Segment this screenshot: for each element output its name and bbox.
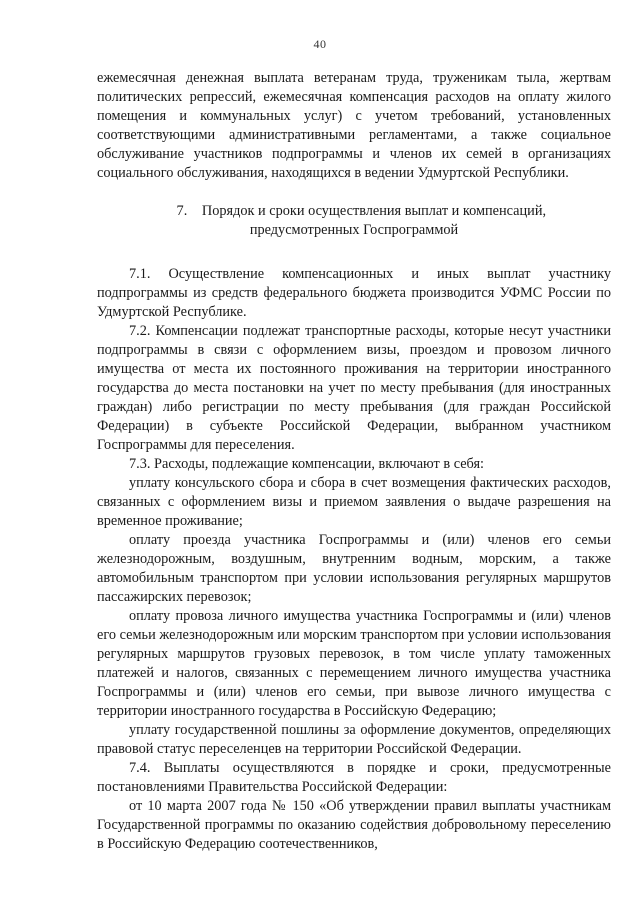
section-title-line-1 (97, 202, 611, 221)
paragraph-7-1: 7.1. Осуществление компенсационных и иных выплат участнику подпрограммы из средств федерального бюджета производится УФМС России по Удмуртской Республике. (97, 266, 611, 320)
paragraph-7-4: 7.4. Выплаты осуществляются в порядке и сроки, предусмотренные постановлениями Правительства Российской Федерации: (97, 760, 611, 795)
list-item-travel-payment: оплату проезда участника Госпрограммы и (или) членов его семьи железнодорожным, воздушным, внутренним водным, морским, а также автомобильным транспортом при условии использования регулярных маршрутов пассажирских перевозок; (97, 532, 611, 605)
paragraph-7-3: 7.3. Расходы, подлежащие компенсации, включают в себя: (129, 456, 485, 472)
list-item-property-transport: оплату провоза личного имущества участника Госпрограммы и (или) членов его семьи железнодорожным или морским транспортом при условии использования регулярных маршрутов грузовых перевозок, в том числе уплату таможенных платежей и налогов, связанных с перемещением личного имущества участника Госпрограммы и (или) членов его семьи, при вывозе личного имущества с территории иностранного государства в Российскую Федерацию; (97, 608, 611, 719)
section-title-line-2: предусмотренных Госпрограммой (249, 222, 459, 238)
list-item-state-duty: уплату государственной пошлины за оформление документов, определяющих правовой статус переселенцев на территории Российской Федерации. (97, 722, 611, 757)
document-body (97, 69, 611, 854)
section-number: 7. (176, 203, 188, 219)
list-item-consular-fee: уплату консульского сбора и сбора в счет возмещения фактических расходов, связанных с оформлением визы и приемом заявления о выдаче разрешения на временное проживание; (97, 475, 611, 529)
section-heading (97, 202, 611, 240)
page-number: 40 (313, 37, 327, 51)
intro-paragraph: ежемесячная денежная выплата ветеранам труда, труженикам тыла, жертвам политических репрессий, ежемесячная компенсация расходов на оплату жилого помещения и коммунальных услуг) с учетом требований, установленных соответствующими административными регламентами, а также социальное обслуживание участников подпрограммы и членов их семей в организациях социального обслуживания, находящихся в ведении Удмуртской Республики. (97, 70, 611, 181)
paragraph-7-2: 7.2. Компенсации подлежат транспортные расходы, которые несут участники подпрограммы в связи с оформлением визы, проездом и провозом личного имущества от места их постоянного проживания на территории иностранного государства до места постановки на учет по месту пребывания (для иностранных граждан) либо регистрации по месту пребывания (для граждан Российской Федерации) в субъекте Российской Федерации, выбранном участником Госпрограммы для переселения. (97, 323, 611, 453)
section-title-text-1: Порядок и сроки осуществления выплат и компенсаций, (201, 203, 547, 219)
decree-reference: от 10 марта 2007 года № 150 «Об утверждении правил выплаты участникам Государственной программы по оказанию содействия добровольному переселению в Российскую Федерацию соотечественников, (97, 798, 611, 852)
